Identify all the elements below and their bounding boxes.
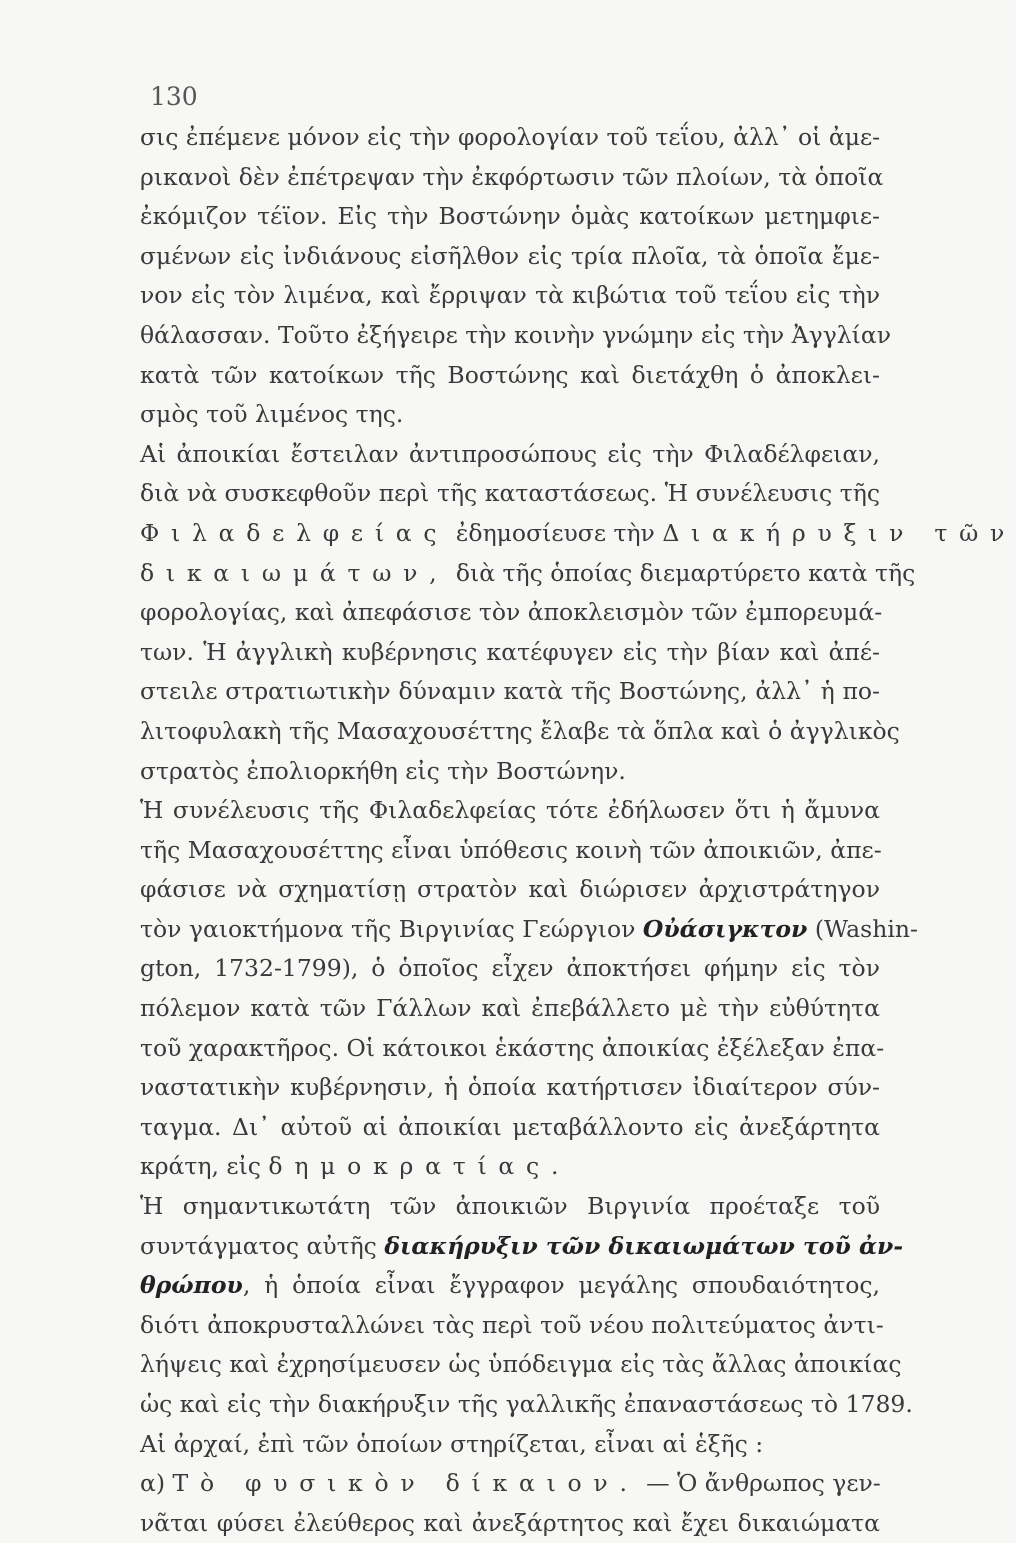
text-line — [140, 316, 892, 356]
text-segment: σμὸς τοῦ λιμένος της. — [140, 400, 404, 429]
text-line — [140, 633, 880, 673]
text-segment: διὰ νὰ συσκεφθοῦν περὶ τῆς καταστάσεως. Ἡ συνέλευσις τῆς — [140, 479, 880, 508]
text-segment: ἐδημοσίευσε τὴν — [448, 518, 663, 547]
text-segment: Ἡ σημαντικωτάτη τῶν ἀποικιῶν Βιργινία προέταξε τοῦ — [140, 1192, 880, 1221]
text-line — [140, 1029, 885, 1069]
text-segment: στειλε στρατιωτικὴν δύναμιν κατὰ τῆς Βοστώνης, ἀλλ᾽ ἡ πο- — [140, 677, 880, 706]
emphasized-text: Τὸ φυσικὸν δίκαιον. — [172, 1469, 639, 1498]
text-segment: πόλεμον κατὰ τῶν Γάλλων καὶ ἐπεβάλλετο μὲ τὴν εὐθύτητα — [140, 994, 880, 1023]
text-line — [140, 1187, 880, 1227]
emphasized-text: Οὐάσιγκτον — [642, 914, 808, 943]
text-segment: κατὰ τῶν κατοίκων τῆς Βοστώνης καὶ διετάχθη ὁ ἀποκλει- — [140, 360, 880, 389]
text-line — [140, 712, 900, 752]
text-line — [140, 1385, 913, 1425]
text-line — [140, 1147, 880, 1187]
text-segment: νον εἰς τὸν λιμένα, καὶ ἔρριψαν τὰ κιβώτια τοῦ τεΐου εἰς τὴν — [140, 281, 880, 310]
text-line — [140, 554, 916, 594]
text-segment: Αἱ ἀποικίαι ἔστειλαν ἀντιπροσώπους εἰς τὴν Φιλαδέλφειαν, — [140, 439, 880, 468]
text-segment: (Washin- — [807, 914, 918, 943]
text-segment: gton, 1732-1799), ὁ ὁποῖος εἶχεν ἀποκτήσει φήμην εἰς τὸν — [140, 954, 880, 983]
emphasized-text: Διακήρυξιν τῶν — [662, 518, 1016, 547]
text-segment: ρικανοὶ δὲν ἐπέτρεψαν τὴν ἐκφόρτωσιν τῶν πλοίων, τὰ ὁποῖα — [140, 162, 884, 191]
text-line — [140, 989, 880, 1029]
text-segment: συντάγματος αὐτῆς — [140, 1231, 385, 1260]
text-line — [140, 831, 880, 871]
text-segment: διότι ἀποκρυσταλλώνει τὰς περὶ τοῦ νέου πολιτεύματος ἀντι- — [140, 1310, 884, 1339]
text-line — [140, 1504, 880, 1543]
text-line — [140, 1464, 880, 1504]
text-segment: θάλασσαν. Τοῦτο ἐξήγειρε τὴν κοινὴν γνώμην εἰς τὴν Ἀγγλίαν — [140, 320, 892, 349]
text-segment: στρατὸς ἐπολιορκήθη εἰς τὴν Βοστώνην. — [140, 756, 626, 785]
text-line — [140, 1425, 880, 1465]
text-segment: λήψεις καὶ ἐχρησίμευσεν ὡς ὑπόδειγμα εἰς τὰς ἄλλας ἀποικίας — [140, 1350, 902, 1379]
text-line — [140, 1345, 902, 1385]
text-segment: ναστατικὴν κυβέρνησιν, ἡ ὁποία κατήρτισεν ἰδιαίτερον σύν- — [140, 1073, 880, 1102]
text-segment: λιτοφυλακὴ τῆς Μασαχουσέττης ἔλαβε τὰ ὅπλα καὶ ὁ ἀγγλικὸς — [140, 716, 900, 745]
text-line — [140, 791, 880, 831]
text-segment: νᾶται φύσει ἐλεύθερος καὶ ἀνεξάρτητος καὶ ἔχει δικαιώματα — [140, 1508, 880, 1537]
text-segment: τῆς Μασαχουσέττης εἶναι ὑπόθεσις κοινὴ τῶν ἀποικιῶν, ἀπε- — [140, 835, 882, 864]
text-line — [140, 474, 880, 514]
text-line — [140, 435, 880, 475]
text-segment: Αἱ ἀρχαί, ἐπὶ τῶν ὁποίων στηρίζεται, εἶναι αἱ ἑξῆς : — [140, 1429, 764, 1458]
text-segment: — Ὁ ἄνθρωπος γεν- — [638, 1469, 881, 1498]
text-segment: σις ἐπέμενε μόνον εἰς τὴν φορολογίαν τοῦ τεΐου, ἀλλ᾽ οἱ ἀμε- — [140, 123, 881, 151]
emphasized-text: Φιλαδελφείας — [140, 518, 449, 547]
text-line — [140, 118, 880, 158]
text-line — [140, 1227, 904, 1267]
text-line — [140, 237, 880, 277]
text-line — [140, 752, 880, 792]
text-segment: φορολογίας, καὶ ἀπεφάσισε τὸν ἀποκλεισμὸν τῶν ἐμπορευμά- — [140, 598, 883, 627]
emphasized-text: δημοκρατίας. — [268, 1152, 571, 1181]
text-line — [140, 514, 1016, 554]
text-line — [140, 276, 880, 316]
text-segment: φάσισε νὰ σχηματίσῃ στρατὸν καὶ διώρισεν ἀρχιστράτηγον — [140, 875, 880, 904]
text-line — [140, 672, 880, 712]
body-text — [140, 118, 1016, 1543]
page-number: 130 — [150, 82, 198, 111]
text-segment: των. Ἡ ἀγγλικὴ κυβέρνησις κατέφυγεν εἰς τὴν βίαν καὶ ἀπέ- — [140, 637, 880, 666]
text-line — [140, 356, 880, 396]
text-line — [140, 870, 880, 910]
text-segment: τὸν γαιοκτήμονα τῆς Βιργινίας Γεώργιον — [140, 914, 643, 943]
emphasized-text: διακήρυξιν τῶν δικαιωμάτων τοῦ ἀν- — [384, 1231, 904, 1260]
text-line — [140, 1068, 880, 1108]
emphasized-text: θρώπου — [140, 1271, 243, 1300]
text-line — [140, 949, 880, 989]
text-line — [140, 1306, 884, 1346]
emphasized-text: δικαιωμάτων, — [140, 558, 449, 587]
text-segment: Ἡ συνέλευσις τῆς Φιλαδελφείας τότε ἐδήλωσεν ὅτι ἡ ἄμυνα — [140, 796, 880, 825]
text-segment: , ἡ ὁποία εἶναι ἔγγραφον μεγάλης σπουδαιότητος, — [242, 1271, 880, 1300]
text-segment: διὰ τῆς ὁποίας διεμαρτύρετο κατὰ τῆς — [448, 558, 916, 587]
text-segment: τοῦ χαρακτῆρος. Οἱ κάτοικοι ἑκάστης ἀποικίας ἐξέλεξαν ἐπα- — [140, 1033, 885, 1062]
text-segment: ὡς καὶ εἰς τὴν διακήρυξιν τῆς γαλλικῆς ἐπαναστάσεως τὸ 1789. — [140, 1390, 913, 1418]
text-line — [140, 1108, 880, 1148]
text-segment: σμένων εἰς ἰνδιάνους εἰσῆλθον εἰς τρία πλοῖα, τὰ ὁποῖα ἔμε- — [140, 241, 880, 270]
text-line — [140, 197, 880, 237]
text-line — [140, 910, 918, 950]
text-line — [140, 158, 884, 198]
text-segment: ἐκόμιζον τέϊον. Εἰς τὴν Βοστώνην ὁμὰς κατοίκων μετημφιε- — [140, 202, 880, 231]
text-line — [140, 593, 883, 633]
text-line — [140, 395, 880, 435]
text-segment: κράτη, εἰς — [140, 1152, 269, 1181]
text-segment: ταγμα. Δι᾽ αὐτοῦ αἱ ἀποικίαι μεταβάλλοντο εἰς ἀνεξάρτητα — [140, 1112, 880, 1141]
text-line — [140, 1266, 880, 1306]
text-segment: α) — [140, 1469, 173, 1498]
